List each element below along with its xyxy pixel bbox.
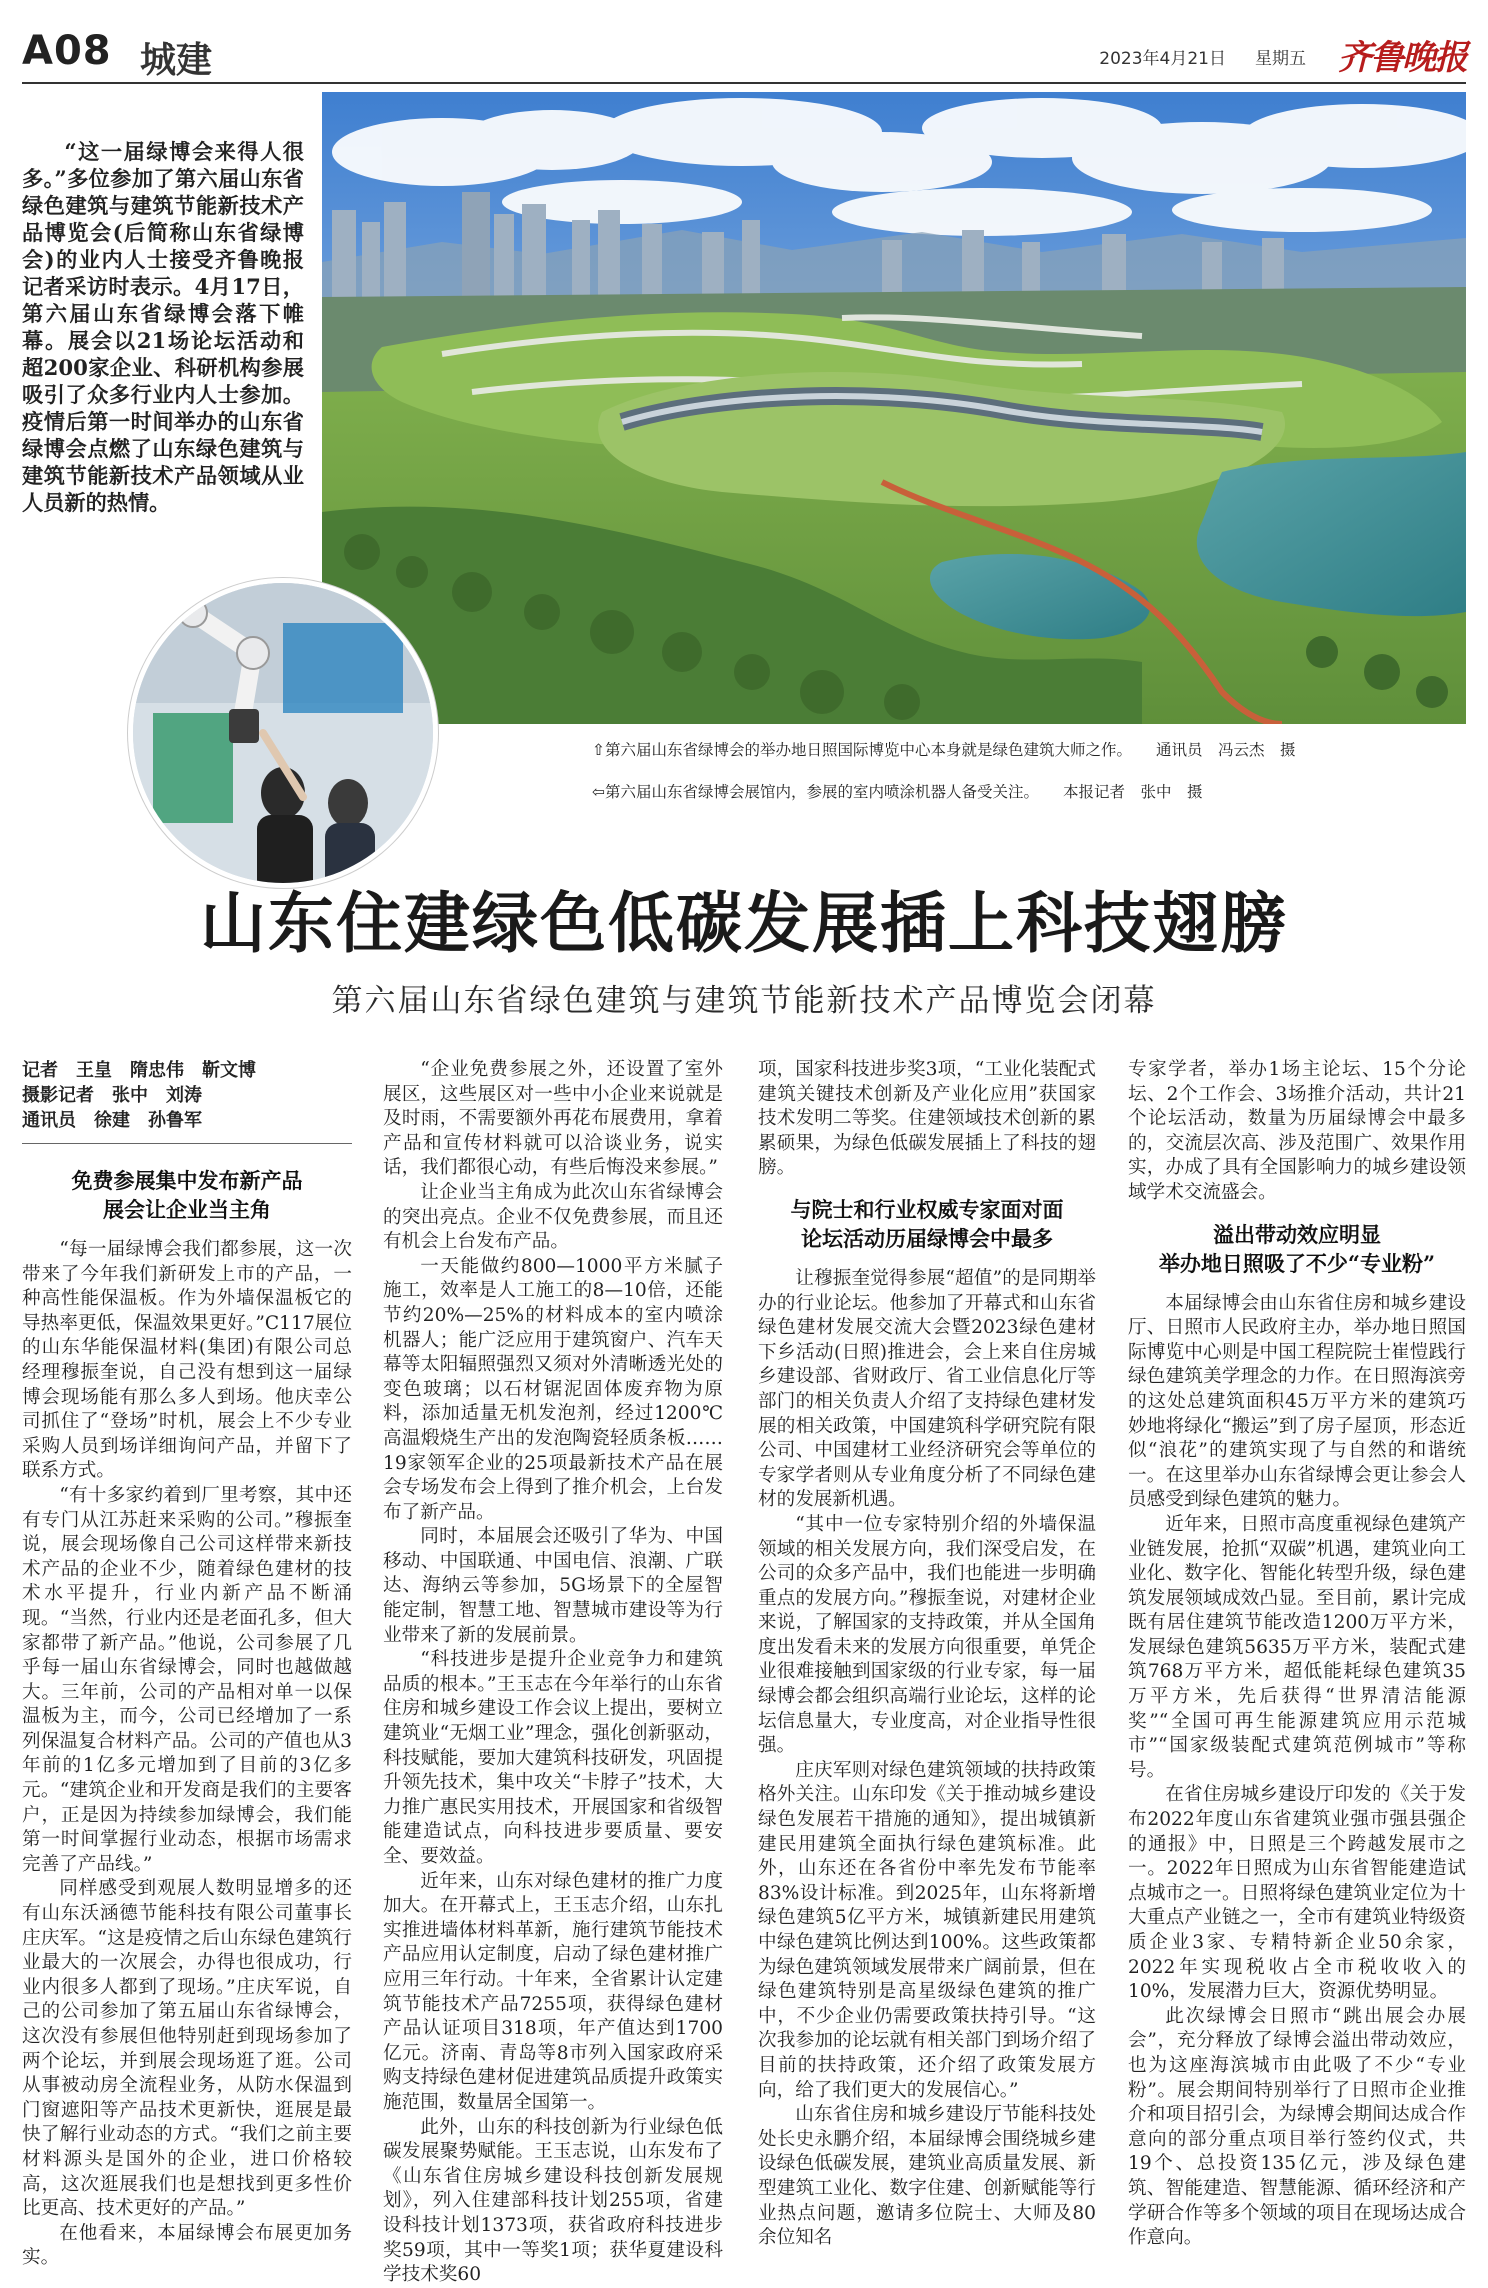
body-paragraph: 让穆振奎觉得参展“超值”的是同期举办的行业论坛。他参加了开幕式和山东省绿色建材发展交流大会暨2023绿色建材下乡活动(日照)推进会，会上来自住房城乡建设部、省财政厅、省工业信息化厅等部门的相关负责人介绍了支持绿色建材发展的相关政策，中国建筑科学研究院有限公司、中国建材工业经济研究会等单位的专家学者则从专业角度分析了不同绿色建材的发展新机遇。 — [758, 1267, 1096, 1511]
masthead — [22, 26, 1466, 81]
body-paragraph: 同时，本届展会还吸引了华为、中国移动、中国联通、中国电信、浪潮、广联达、海纳云等参加，5G场景下的全屋智能定制，智慧工地、智慧城市建设等为行业带来了新的发展前景。 — [383, 1526, 723, 1646]
body-paragraph: “企业免费参展之外，还设置了室外展区，这些展区对一些中小企业来说就是及时雨，不需要额外再花布展费用，拿着产品和宣传材料就可以洽谈业务，说实话，我们都很心动，有些后悔没来参展。” — [383, 1059, 723, 1179]
body-paragraph: 近年来，日照市高度重视绿色建筑产业链发展，抢抓“双碳”机遇，建筑业向工业化、数字化、智能化转型升级，绿色建筑发展领域成效凸显。至目前，累计完成既有居住建筑节能改造1200万平方米，发展绿色建筑5635万平方米，装配式建筑768万平方米，超低能耗绿色建筑35万平方米，先后获得“世界清洁能源奖”“全国可再生能源建筑应用示范城市”“国家级装配式建筑范例城市”等称号。 — [1128, 1513, 1466, 1781]
section-title-3 — [1128, 1220, 1466, 1278]
main-photo — [322, 92, 1466, 724]
section-name: 城建 — [140, 40, 213, 81]
body-paragraph: “每一届绿博会我们都参展，这一次带来了今年我们新研发上市的产品，一种高性能保温板。作为外墙保温板它的导热率更低，保温效果更好。”C117展位的山东华能保温材料(集团)有限公司总经理穆振奎说，自己没有想到这一届绿博会现场能有那么多人到场。他庆幸公司抓住了“登场”时机，展会上不少专业采购人员到场详细询问产品，并留下了联系方式。 — [22, 1239, 352, 1482]
body-paragraph: “有十多家约着到厂里考察，其中还有专门从江苏赶来采购的公司。”穆振奎说，展会现场像自己公司这样带来新技术产品的企业不少，随着绿色建材的技术水平提升，行业内新产品不断涌现。“当然，行业内还是老面孔多，但大家都带了新产品。”他说，公司参展了几乎每一届山东省绿博会，同时也越做越大。三年前，公司的产品相对单一以保温板为主，而今，公司已经增加了一系列保温复合材料产品。公司的产值也从3年前的1亿多元增加到了目前的3亿多元。“建筑企业和开发商是我们的主要客户，正是因为持续参加绿博会，我们能第一时间掌握行业动态，根据市场需求完善了产品线。” — [22, 1484, 352, 1875]
byline-photographers: 摄影记者 张中 刘涛 — [22, 1085, 202, 1106]
main-photo-caption-text: ⇧第六届山东省绿博会的举办地日照国际博览中心本身就是绿色建筑大师之作。 — [592, 741, 1132, 759]
subheadline: 第六届山东省绿色建筑与建筑节能新技术产品博览会闭幕 — [331, 983, 1157, 1019]
inset-photo-caption-text: ⇦第六届山东省绿博会展馆内，参展的室内喷涂机器人备受关注。 — [592, 783, 1039, 801]
byline — [22, 1058, 352, 1144]
issue-date: 2023年4月21日 — [1099, 49, 1226, 69]
section-title-2-line-2: 论坛活动历届绿博会中最多 — [801, 1225, 1053, 1251]
lede-paragraph: “这一届绿博会来得人很多。”多位参加了第六届山东省绿色建筑与建筑节能新技术产品博览会(后简称山东省绿博会)的业内人士接受齐鲁晚报记者采访时表示。4月17日，第六届山东省绿博会落下帷幕。展会以21场论坛活动和超200家企业、科研机构参展吸引了众多行业内人士参加。疫情后第一时间举办的山东省绿博会点燃了山东绿色建筑与建筑节能新技术产品领域从业人员新的热情。 — [22, 139, 304, 515]
section-title-1 — [22, 1166, 352, 1224]
article-column-4 — [1128, 1058, 1466, 2251]
body-paragraph: 专家学者，举办1场主论坛、15个分论坛、2个工作会、3场推介活动，共计21个论坛活动，数量为历届绿博会中最多的，交流层次高、涉及范围广、效果作用实，办成了具有全国影响力的城乡建设领域学术交流盛会。 — [1128, 1059, 1466, 1203]
body-paragraph: 此外，山东的科技创新为行业绿色低碳发展聚势赋能。王玉志说，山东发布了《山东省住房城乡建设科技创新发展规划》，列入住建部科技计划255项，省建设科技计划1373项，获省政府科技进步奖59项，其中一等奖1项；获华夏建设科学技术奖60 — [383, 2116, 723, 2286]
masthead-rule — [22, 82, 1466, 84]
spraying-robot-photo — [133, 583, 433, 883]
body-paragraph: “科技进步是提升企业竞争力和建筑品质的根本。”王玉志在今年举行的山东省住房和城乡建设工作会议上提出，要树立建筑业“无烟工业”理念，强化创新驱动，科技赋能，要加大建筑科技研发，巩固提升领先技术，集中攻关“卡脖子”技术，大力推广惠民实用技术，开展国家和省级智能建造试点，向科技进步要质量、要安全、要效益。 — [383, 1649, 723, 1867]
body-paragraph: 庄庆军则对绿色建筑领域的扶持政策格外关注。山东印发《关于推动城乡建设绿色发展若干措施的通知》，提出城镇新建民用建筑全面执行绿色建筑标准。此外，山东还在各省份中率先发布节能率83%设计标准。到2025年，山东将新增绿色建筑5亿平方米，城镇新建民用建筑中绿色建筑比例达到100%。这些政策都为绿色建筑领域发展带来广阔前景，但在绿色建筑特别是高星级绿色建筑的推广中，不少企业仍需要政策扶持引导。“这次我参加的论坛就有相关部门到场介绍了目前的扶持政策，还介绍了政策发展方向，给了我们更大的发展信心。” — [758, 1759, 1096, 2101]
body-paragraph: 让企业当主角成为此次山东省绿博会的突出亮点。企业不仅免费参展，而且还有机会上台发布产品。 — [383, 1181, 723, 1253]
byline-correspondents: 通讯员 徐建 孙鲁军 — [22, 1110, 202, 1131]
body-paragraph: 近年来，山东对绿色建材的推广力度加大。在开幕式上，王玉志介绍，山东扎实推进墙体材料革新，施行建筑节能技术产品应用认定制度，启动了绿色建材推广应用三年行动。十年来，全省累计认定建筑节能技术产品7255项，获得绿色建材产品认证项目318项，年产值达到1700亿元。济南、青岛等8市列入国家政府采购支持绿色建材促进建筑品质提升政策实施范围，数量居全国第一。 — [383, 1870, 723, 2113]
section-title-1-line-1: 免费参展集中发布新产品 — [71, 1168, 303, 1193]
main-photo-caption — [592, 738, 1296, 760]
body-paragraph: 山东省住房和城乡建设厅节能科技处处长史永鹏介绍，本届绿博会围绕城乡建设绿色低碳发展，建筑业高质量发展、新型建筑工业化、数字住建、创新赋能等行业热点问题，邀请多位院士、大师及80余位知名 — [758, 2104, 1096, 2249]
aerial-expo-center-photo — [322, 92, 1466, 724]
section-title-1-line-2: 展会让企业当主角 — [103, 1197, 271, 1222]
body-paragraph: “其中一位专家特别介绍的外墙保温领域的相关发展方向，我们深受启发，在公司的众多产品中，我们也能进一步明确重点的发展方向。”穆振奎说，对建材企业来说，了解国家的支持政策，并从全国角度出发看未来的发展方向很重要，单凭企业很难接触到国家级的行业专家，每一届绿博会都会组织高端行业论坛，这样的论坛信息量大，专业度高，对企业指导性很强。 — [758, 1513, 1096, 1757]
body-paragraph: 本届绿博会由山东省住房和城乡建设厅、日照市人民政府主办，举办地日照国际博览中心则是中国工程院院士崔愷践行绿色建筑美学理念的力作。在日照海滨旁的这处总建筑面积45万平方米的建筑巧妙地将绿化“搬运”到了房子屋顶，形态近似“浪花”的建筑实现了与自然的和谐统一。在这里举办山东省绿博会更让参会人员感受到绿色建筑的魅力。 — [1128, 1292, 1466, 1511]
body-paragraph: 在他看来，本届绿博会布展更加务实。 — [22, 2222, 352, 2269]
inset-photo-caption — [592, 780, 1203, 802]
article-column-1 — [22, 1058, 352, 2271]
inset-photo-credit: 本报记者 张中 摄 — [1063, 783, 1203, 801]
body-paragraph: 同样感受到观展人数明显增多的还有山东沃涵德节能科技有限公司董事长庄庆军。“这是疫情之后山东绿色建筑行业最大的一次展会，办得也很成功，行业内很多人都到了现场。”庄庆军说，自己的公司参加了第五届山东省绿博会，这次没有参展但他特别赶到现场参加了两个论坛，并到展会现场逛了逛。公司从事被动房全流程业务，从防水保温到门窗遮阳等产品技术更新快，逛展是最快了解行业动态的方式。“我们之前主要材料源头是国外的企业，进口价格较高，这次逛展我们也是想找到更多性价比更高、技术更好的产品。” — [22, 1878, 352, 2220]
body-paragraph: 在省住房城乡建设厅印发的《关于发布2022年度山东省建筑业强市强县强企的通报》中，日照是三个跨越发展市之一。2022年日照成为山东省智能建造试点城市之一。日照将绿色建筑业定位为十大重点产业链之一，全市有建筑业特级资质企业3家、专精特新企业50余家，2022年实现税收占全市税收收入的10%，发展潜力巨大，资源优势明显。 — [1128, 1784, 1466, 2003]
main-photo-credit: 通讯员 冯云杰 摄 — [1156, 741, 1296, 759]
body-paragraph: 项，国家科技进步奖3项，“工业化装配式建筑关键技术创新及产业化应用”获国家技术发明二等奖。住建领域技术创新的累累硕果，为绿色低碳发展插上了科技的翅膀。 — [758, 1059, 1096, 1179]
body-paragraph: 此次绿博会日照市“跳出展会办展会”，充分释放了绿博会溢出带动效应，也为这座海滨城市由此吸了不少“专业粉”。展会期间特别举行了日照市企业推介和项目招引会，为绿博会期间达成合作意向的部分重点项目举行签约仪式，共19个、总投资135亿元，涉及绿色建筑、智能建造、智慧能源、循环经济和产学研合作等多个领域的项目在现场达成合作意向。 — [1128, 2005, 1466, 2249]
section-title-2-line-1: 与院士和行业权威专家面对面 — [790, 1196, 1064, 1222]
article-column-2 — [383, 1058, 723, 2288]
inset-photo — [128, 578, 438, 888]
article-column-3 — [758, 1058, 1096, 2251]
headline: 山东住建绿色低碳发展插上科技翅膀 — [200, 884, 1288, 962]
section-title-3-line-2: 举办地日照吸了不少“专业粉” — [1158, 1250, 1436, 1276]
page-number: A08 — [22, 28, 112, 74]
issue-weekday: 星期五 — [1255, 49, 1306, 69]
section-title-2 — [758, 1195, 1096, 1253]
body-paragraph: 一天能做约800—1000平方米腻子施工，效率是人工施工的8—10倍，还能节约20%—25%的材料成本的室内喷涂机器人；能广泛应用于建筑窗户、汽车天幕等太阳辐照强烈又须对外清晰透光处的变色玻璃；以石材锯泥固体废弃物为原料，添加适量无机发泡剂，经过1200℃高温煅烧生产出的发泡陶瓷轻质条板……19家领军企业的25项最新技术产品在展会专场发布会上得到了推介机会，上台发布了新产品。 — [383, 1255, 723, 1523]
byline-reporters: 记者 王皇 隋忠伟 靳文博 — [22, 1060, 256, 1081]
newspaper-logo: 齐鲁晚报 — [1338, 38, 1466, 78]
section-title-3-line-1: 溢出带动效应明显 — [1213, 1221, 1381, 1247]
